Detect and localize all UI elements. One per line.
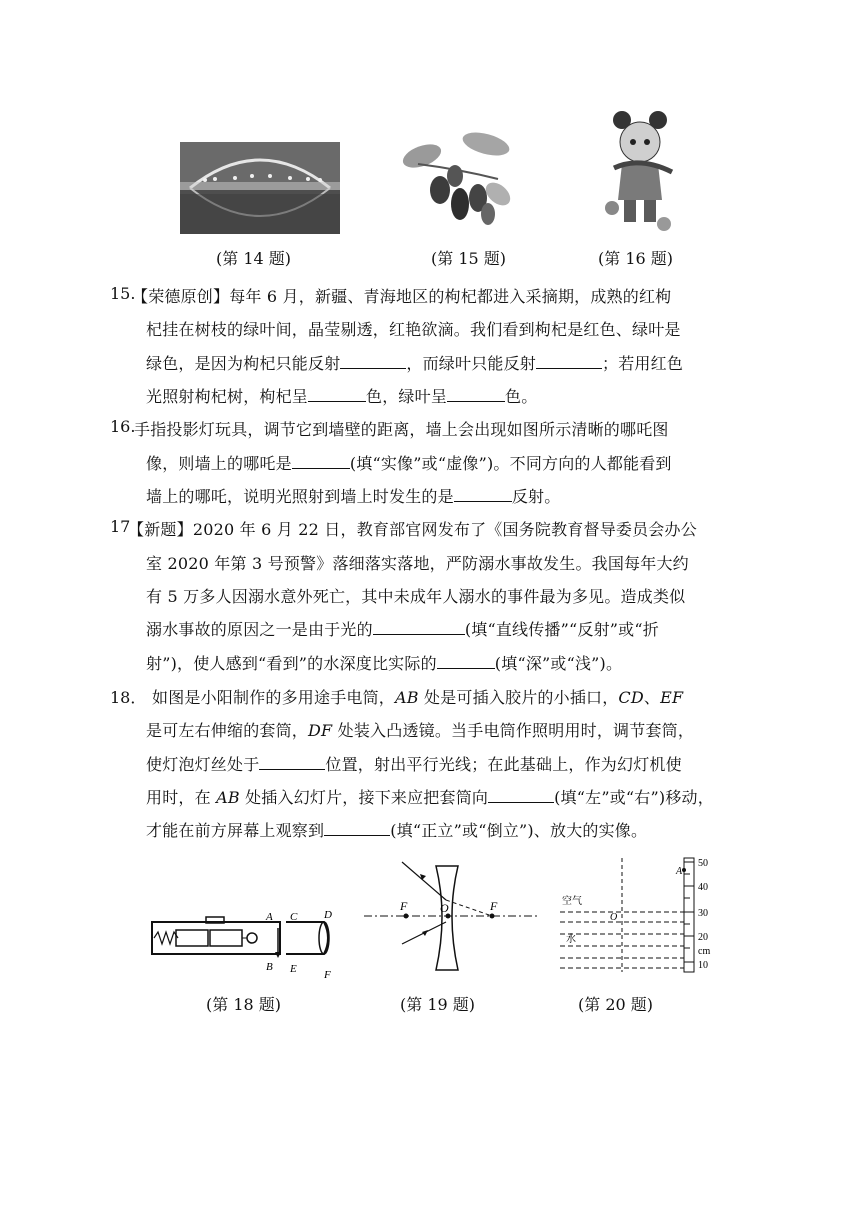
- figure-19-concave-lens: [362, 860, 540, 980]
- answer-blank[interactable]: [324, 821, 390, 836]
- q16-line-1: 手指投影灯玩具，调节它到墙壁的距离，墙上会出现如图所示清晰的哪吒图: [134, 420, 669, 439]
- q15-text-4c: 色。: [505, 387, 538, 406]
- q15-line-2: 杞挂在树枝的绿叶间，晶莹剔透，红艳欲滴。我们看到枸杞是红色、绿叶是: [146, 320, 681, 339]
- q18-line-2: [146, 718, 694, 741]
- q18-label-EF: EF: [660, 688, 684, 707]
- fig20-label-o: O: [610, 912, 618, 923]
- figure-18-flashlight: [146, 890, 346, 980]
- answer-blank[interactable]: [340, 354, 406, 369]
- q18-line-3: [146, 752, 682, 775]
- fig19-label-f-left: F: [400, 899, 408, 913]
- q18-text-4b: 处插入幻灯片，接下来应把套筒向: [239, 788, 489, 807]
- fig20-tick-20: 20: [698, 932, 708, 943]
- q15-line-4: [146, 384, 537, 407]
- q17-line-4: [146, 617, 659, 640]
- answer-blank[interactable]: [454, 487, 512, 502]
- caption-fig-20: (第 20 题): [578, 995, 654, 1014]
- q18-text-5b: (填“正立”或“倒立”)、放大的实像。: [390, 821, 648, 840]
- fig18-label-e: E: [290, 963, 297, 975]
- q18-text-5a: 才能在前方屏幕上观察到: [146, 821, 325, 840]
- fig18-label-c: C: [290, 911, 298, 923]
- q15-text-3c: ；若用红色: [602, 354, 684, 373]
- fig19-label-o: O: [440, 901, 449, 915]
- answer-blank[interactable]: [373, 620, 465, 635]
- q18-label-AB-2: AB: [216, 788, 240, 807]
- q16-number: 16.: [110, 417, 136, 436]
- q18-label-DF: DF: [308, 721, 333, 740]
- q17-text-4a: 溺水事故的原因之一是由于光的: [146, 620, 373, 639]
- fig18-label-f: F: [324, 969, 331, 980]
- q16-text-3a: 墙上的哪吒，说明光照射到墙上时发生的是: [146, 487, 454, 506]
- q16-line-3: [146, 484, 560, 507]
- q18-number: 18．: [110, 688, 147, 707]
- fig20-tick-50: 50: [698, 858, 708, 869]
- q17-line-1: [128, 517, 697, 540]
- q17-text-5b: (填“深”或“浅”)。: [494, 654, 623, 673]
- caption-fig-16: (第 16 题): [598, 249, 674, 268]
- caption-fig-15: (第 15 题): [431, 249, 507, 268]
- q16-text-3b: 反射。: [511, 487, 561, 506]
- q18-label-AB: AB: [395, 688, 419, 707]
- fig20-label-a: A: [676, 866, 683, 877]
- q18-text-4c: (填“左”或“右”)移动，: [554, 788, 714, 807]
- fig18-label-a: A: [266, 911, 273, 923]
- figure-15-goji-photo: [398, 124, 522, 232]
- fig20-tick-40: 40: [698, 882, 708, 893]
- q16-line-2: [146, 451, 672, 474]
- q15-line-3: [146, 351, 683, 374]
- q15-text-4b: 色，绿叶呈: [366, 387, 448, 406]
- q17-text-1: 2020 年 6 月 22 日，教育部官网发布了《国务院教育督导委员会办公: [192, 520, 697, 539]
- fig20-unit-cm: cm: [698, 946, 711, 957]
- q15-text-1: 每年 6 月，新疆、青海地区的枸杞都进入采摘期，成熟的红枸: [229, 287, 672, 306]
- fig20-label-water: 水: [566, 934, 576, 945]
- q17-line-3: 有 5 万多人因溺水意外死亡，其中未成年人溺水的事件最为多见。造成类似: [146, 587, 686, 606]
- q17-tag: 【新题】: [128, 520, 193, 539]
- q18-line-5: [146, 818, 647, 841]
- q18-text-3b: 位置，射出平行光线；在此基础上，作为幻灯机使: [325, 755, 682, 774]
- answer-blank[interactable]: [308, 387, 366, 402]
- figure-20-water-scale: [556, 856, 720, 980]
- q18-text-1b: 处是可插入胶片的小插口，: [418, 688, 619, 707]
- fig18-label-b: B: [266, 961, 273, 973]
- q15-tag: 【荣德原创】: [132, 287, 230, 306]
- q15-line-1: [132, 284, 671, 307]
- q16-text-2b: (填“实像”或“虚像”)。不同方向的人都能看到: [349, 454, 672, 473]
- q18-label-CD: CD: [618, 688, 644, 707]
- q17-line-2: 室 2020 年第 3 号预警》落细落实落地，严防溺水事故发生。我国每年大约: [146, 554, 689, 573]
- q18-line-4: [146, 785, 714, 808]
- q18-text-2b: 处装入凸透镜。当手电筒作照明用时，调节套筒，: [332, 721, 695, 740]
- answer-blank[interactable]: [292, 454, 350, 469]
- q17-line-5: [146, 651, 622, 674]
- q17-number: 17: [110, 517, 131, 536]
- fig18-label-d: D: [324, 909, 332, 921]
- q18-text-3a: 使灯泡灯丝处于: [146, 755, 260, 774]
- q18-text-4a: 用时，在: [146, 788, 217, 807]
- caption-fig-19: (第 19 题): [400, 995, 476, 1014]
- q15-text-3a: 绿色，是因为枸杞只能反射: [146, 354, 341, 373]
- answer-blank[interactable]: [437, 654, 495, 669]
- q18-text-1a: 如图是小阳制作的多用途手电筒，: [152, 688, 396, 707]
- caption-fig-14: (第 14 题): [216, 249, 292, 268]
- q15-text-4a: 光照射枸杞树，枸杞呈: [146, 387, 309, 406]
- fig20-tick-30: 30: [698, 908, 708, 919]
- q18-line-1: [152, 685, 683, 708]
- q17-text-5a: 射”)，使人感到“看到”的水深度比实际的: [146, 654, 437, 673]
- q17-text-4b: (填“直线传播”“反射”或“折: [464, 620, 659, 639]
- answer-blank[interactable]: [447, 387, 505, 402]
- fig19-label-f-right: F: [490, 899, 498, 913]
- fig20-label-air: 空气: [562, 896, 582, 907]
- q15-number: 15.: [110, 284, 136, 303]
- figure-14-bridge-photo: [180, 142, 340, 234]
- q16-text-2a: 像，则墙上的哪吒是: [146, 454, 292, 473]
- answer-blank[interactable]: [259, 755, 325, 770]
- fig20-tick-10: 10: [698, 960, 708, 971]
- answer-blank[interactable]: [536, 354, 602, 369]
- q15-text-3b: ，而绿叶只能反射: [406, 354, 537, 373]
- caption-fig-18: (第 18 题): [206, 995, 282, 1014]
- figure-16-nezha-photo: [600, 108, 684, 236]
- answer-blank[interactable]: [488, 788, 554, 803]
- q18-text-1c: 、: [643, 688, 661, 707]
- q18-text-2a: 是可左右伸缩的套筒，: [146, 721, 309, 740]
